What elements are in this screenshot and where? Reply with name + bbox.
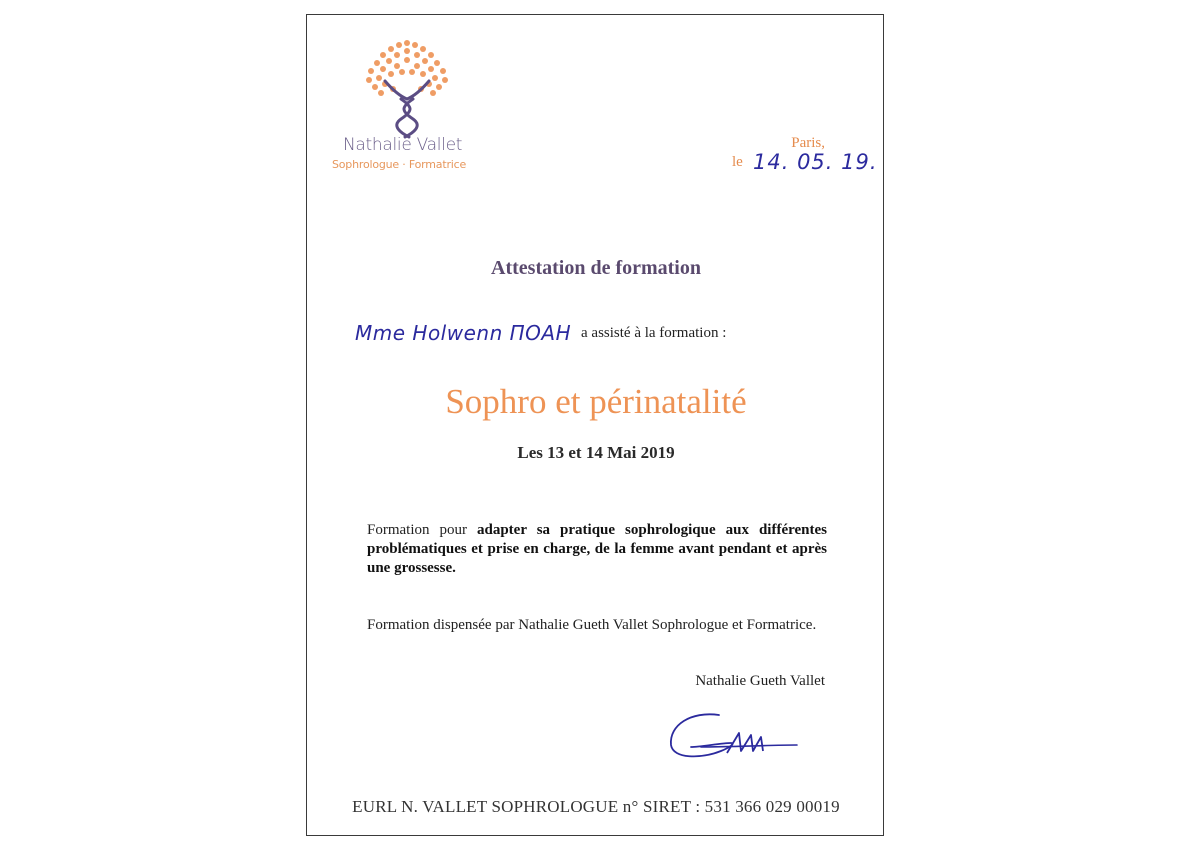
handwritten-date: 14. 05. 19. [753,150,878,174]
logo-subtitle: Sophrologue · Formatrice [332,158,467,171]
company-footer: EURL N. VALLET SOPHROLOGUE n° SIRET : 531 366 029 00019 [352,797,840,816]
city-label: Paris, [791,135,825,151]
attendee-name: Mme Holwenn ΠOAH [355,321,572,345]
description-bold: adapter sa pratique sophrologique aux différentes problématiques et prise en charge, de la femme avant pendant et après une grossesse. [367,522,827,576]
course-description [367,521,827,578]
certificate-page [306,14,884,836]
trainer-statement: Formation dispensée par Nathalie Gueth Vallet Sophrologue et Formatrice. [367,617,817,633]
course-dates: Les 13 et 14 Mai 2019 [517,443,675,462]
logo-name: Nathalie Vallet [343,135,463,155]
tree-logo-icon [357,33,457,143]
description-intro: Formation pour [367,522,477,538]
date-prefix: le [732,154,743,170]
attended-statement: a assisté à la formation : [581,325,727,341]
course-name: Sophro et périnatalité [445,382,747,421]
signature-icon [661,703,801,763]
signer-name: Nathalie Gueth Vallet [695,673,825,689]
document-title: Attestation de formation [491,257,701,279]
